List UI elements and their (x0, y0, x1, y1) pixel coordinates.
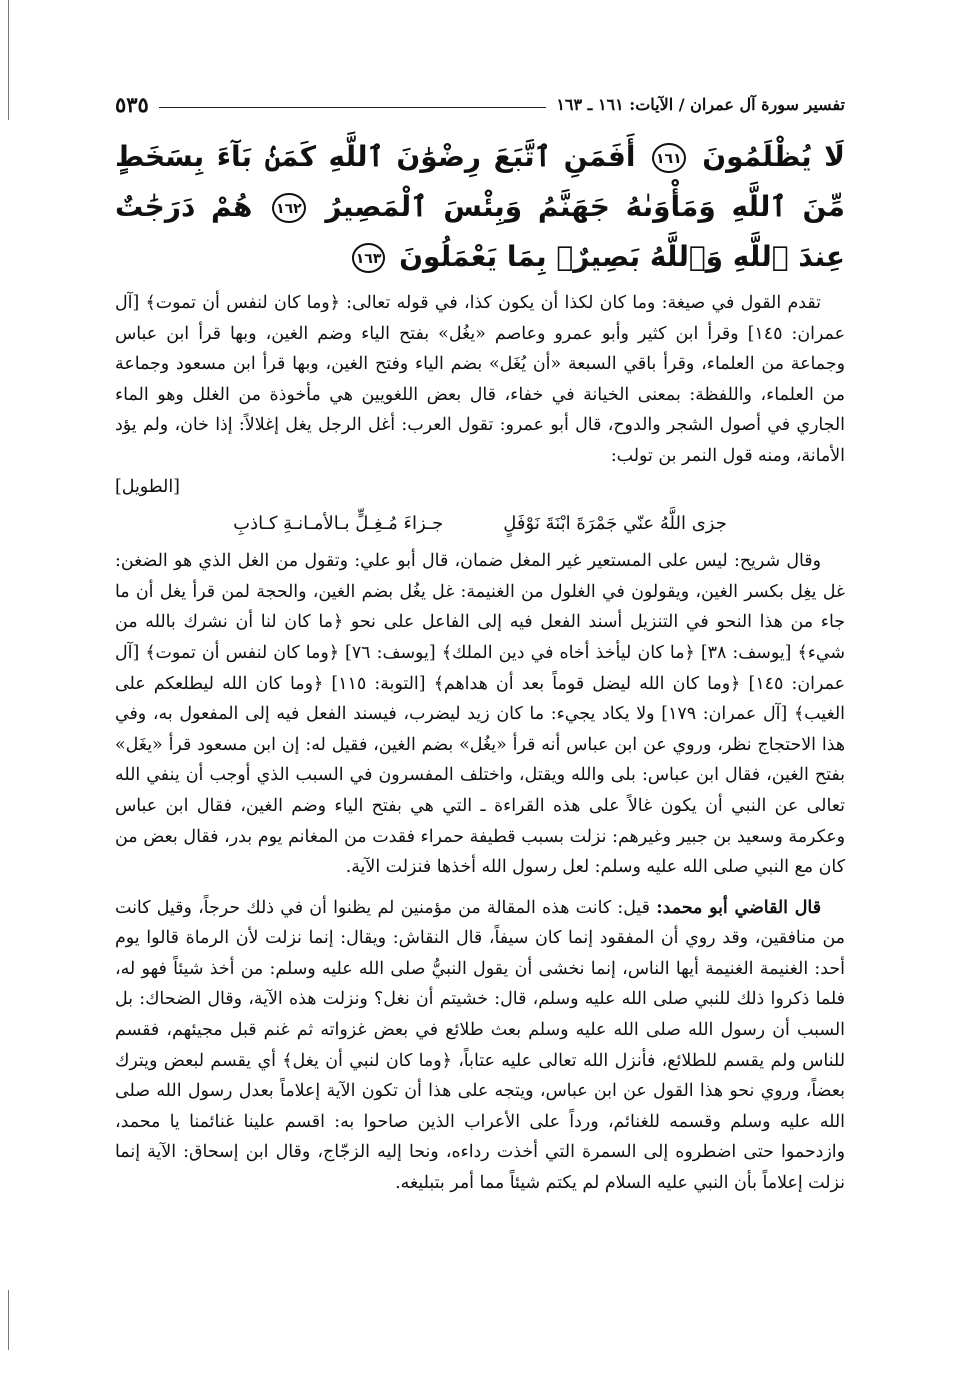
ayah-marker-161: ١٦١ (652, 143, 686, 173)
quran-verses (115, 132, 845, 282)
page-edge-rule-bottom (8, 1290, 9, 1350)
ayah-marker-163: ١٦٣ (352, 243, 386, 273)
page-number: ٥٣٥ (115, 91, 149, 117)
commentary-body (115, 288, 845, 1199)
speaker-label: قال القاضي أبو محمد: (656, 897, 822, 918)
ayah-marker-162: ١٦٢ (272, 193, 306, 223)
poem-hemistich-1: جزى اللَّهُ عنّي جَمْرَةَ ابْنَةَ نَوْفَلٍ (503, 513, 727, 535)
verse-segment-1: لَا يُظْلَمُونَ (702, 140, 846, 173)
poem-meter-label: [الطويل] (115, 476, 180, 497)
verse-segment-2: أَفَمَنِ ٱتَّبَعَ رِضْوَٰنَ ٱللَّهِ كَمَنۢ بَآءَ بِسَخَطٍ مِّنَ ٱللَّهِ وَمَأْوَىٰهُ جَهَنَّمُ وَبِئْسَ ٱلْمَصِيرُ (115, 140, 846, 223)
poem-verse (115, 504, 845, 544)
poem-hemistich-2: جـزاءَ مُـغِـلٍّ بـالأمـانـةِ كـاذبِ (233, 513, 444, 535)
book-page (115, 88, 845, 1199)
commentary-paragraph-3 (115, 893, 845, 1199)
running-head-title: تفسير سورة آل عمران / الآيات: ١٦١ ـ ١٦٣ (556, 94, 845, 114)
commentary-paragraph-3-text: قيل: كانت هذه المقالة من مؤمنين لم يظنوا أن في ذلك حرجاً، وقيل كانت من منافقين، وقد روي أن المفقود إنما كان سيفاً، قال النقاش: ويقال: إنما نزلت لأن الرماة قالوا يوم أحد: الغنيمة الغنيمة أيها الناس، إنما نخشى أن يقول النبيُّ صلى الله عليه وسلم: من أخذ شيئاً فهو له، فلما ذكروا ذلك للنبي صلى الله عليه وسلم، قال: خشيتم أن نغل؟ ونزلت هذه الآية، وقال الضحاك: بل السبب أن رسول الله صلى الله عليه وسلم بعث طلائع في بعض غزواته ثم غنم قبل مجيئهم، فقسم للناس ولم يقسم للطلائع، فأنزل الله تعالى عليه عتاباً، ﴿وما كان لنبي أن يغل﴾ أي يقسم لبعض ويترك بعضاً، وروي نحو هذا القول عن ابن عباس، ويتجه على هذا أن تكون الآية إعلاماً بعدل رسول الله صلى الله عليه وسلم وقسمه للغنائم، ورداً على الأعراب الذين صاحوا به: اقسم علينا غنائمنا يا محمد، وازدحموا حتى اضطروه إلى السمرة التي أخذت رداءه، ونحا إليه الزجّاج، وقال ابن إسحاق: الآية إنما نزلت إعلاماً بأن النبي عليه السلام لم يكتم شيئاً مما أمر بتبليغه. (115, 897, 845, 1194)
running-head (115, 88, 845, 120)
running-head-rule (159, 107, 546, 108)
commentary-paragraph-2: وقال شريح: ليس على المستعير غير المغل ضمان، قال أبو علي: وتقول من الغل الذي هو الضغن: غل يغِل بكسر الغين، ويقولون في الغلول من الغنيمة: غل يغُل بضم الغين، والحجة لمن قرأ يغل أن ما جاء من هذا النحو في التنزيل أسند الفعل فيه إلى الفاعل على نحو ﴿ما كان لنا أن نشرك بالله من شيء﴾ [يوسف: ٣٨] ﴿ما كان ليأخذ أخاه في دين الملك﴾ [يوسف: ٧٦] ﴿وما كان لنفس أن تموت﴾ [آل عمران: ١٤٥] ﴿وما كان الله ليضل قوماً بعد أن هداهم﴾ [التوبة: ١١٥] ﴿وما كان الله ليطلعكم على الغيب﴾ [آل عمران: ١٧٩] ولا يكاد يجيء: ما كان زيد ليضرب، فيسند الفعل فيه إلى المفعول به، وفي هذا الاحتجاج نظر، وروي عن ابن عباس أنه قرأ «يغُل» بضم الغين، فقيل له: إن ابن مسعود قرأ «يغَل» بفتح الغين، فقال ابن عباس: بلى والله ويقتل، واختلف المفسرون في السبب الذي أوجب أن ينفي الله تعالى عن النبي أن يكون غالاً على هذه القراءة ـ التي هي بفتح الياء وضم الغين، فقال ابن عباس وعكرمة وسعيد بن جبير وغيرهم: نزلت بسبب قطيفة حمراء فقدت من المغانم يوم بدر، فقال بعض من كان مع النبي صلى الله عليه وسلم: لعل رسول الله أخذها فنزلت الآية. (115, 551, 845, 878)
commentary-paragraph-1: تقدم القول في صيغة: وما كان لكذا أن يكون كذا، في قوله تعالى: ﴿وما كان لنفس أن تموت﴾ [آل عمران: ١٤٥] وقرأ ابن كثير وأبو عمرو وعاصم «يغُل» بفتح الياء وضم الغين، وبها قرأ ابن عباس وجماعة من العلماء، وقرأ باقي السبعة «أن يُغَل» بضم الياء وفتح الغين، وبها قرأ ابن مسعود وجماعة من العلماء، واللفظة: بمعنى الخيانة في خفاء، قال بعض اللغويين هي مأخوذة من الغلل وهو الماء الجاري في أصول الشجر والدوح، قال أبو عمرو: تقول العرب: أغل الرجل يغل إغلالاً: إذا خان، ولم يؤد الأمانة، ومنه قول النمر بن تولب: (115, 293, 845, 466)
verse-segment-3: هُمْ دَرَجَٰتٌ عِندَ ٱللَّهِ وَٱللَّهُ بَصِيرٌۢ بِمَا يَعْمَلُونَ (115, 190, 845, 273)
page-edge-rule-top (8, 0, 9, 120)
